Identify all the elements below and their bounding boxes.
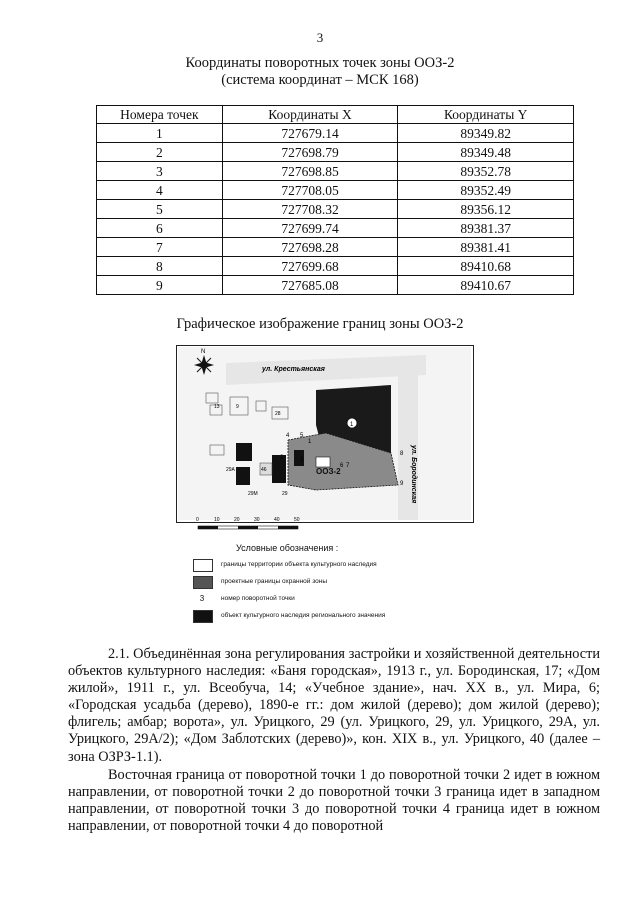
building-label: 13 xyxy=(214,404,220,410)
cell-x: 727698.79 xyxy=(222,143,398,162)
table-row xyxy=(97,143,574,162)
cell-point: 7 xyxy=(97,238,223,257)
cell-point: 2 xyxy=(97,143,223,162)
table-header-row xyxy=(97,106,574,124)
cell-x: 727698.28 xyxy=(222,238,398,257)
street-label-right: ул. Бородинская xyxy=(410,445,417,504)
cell-y: 89349.82 xyxy=(398,124,574,143)
legend-item xyxy=(193,574,453,591)
scale-tick: 10 xyxy=(214,517,220,523)
paragraph: 2.1. Объединённая зона регулирования застройки и хозяйственной деятельности объектов культурного наследия: «Баня городская», 1913 г., ул. Бородинская, 17; «Дом жилой», 1911 г., ул. Всеобуча, 14; «Учебное здание», нач. XX в., ул. Мира, 6; «Городская усадьба (дерево), 1890-е гг.: дом жилой (дерево); дом жилой (дерево); флигель; амбар; ворота», ул. Урицкого, 29 (ул. Урицкого, 29, ул. Урицкого, 29А, ул. Урицкого, 29А/2); «Дом Заблотских (дерево)», кон. XIX в., ул. Урицкого, 40 (далее – зона ОЗРЗ-1.1). xyxy=(68,646,600,765)
legend-item xyxy=(193,608,453,625)
zone-label: ООЗ-2 xyxy=(316,467,341,476)
cell-x: 727708.05 xyxy=(222,181,398,200)
cell-point: 6 xyxy=(97,219,223,238)
cell-y: 89381.41 xyxy=(398,238,574,257)
point-label: 5 xyxy=(300,433,304,439)
point-label: 9 xyxy=(400,481,404,487)
building-label: 28 xyxy=(275,411,281,417)
cell-point: 3 xyxy=(97,162,223,181)
legend-item-label: границы территории объекта культурного наследия xyxy=(221,561,377,568)
zone-map xyxy=(176,345,474,543)
scale-tick: 30 xyxy=(254,517,260,523)
table-row xyxy=(97,219,574,238)
point-label: 7 xyxy=(346,463,350,469)
building-label: 29М xyxy=(248,491,258,497)
table-row xyxy=(97,238,574,257)
table-title: Координаты поворотных точек зоны ООЗ-2 xyxy=(185,55,455,71)
cell-point: 1 xyxy=(97,124,223,143)
scale-tick: 0 xyxy=(196,517,199,523)
cell-x: 727699.74 xyxy=(222,219,398,238)
table-row xyxy=(97,162,574,181)
point-label: 3 xyxy=(300,457,304,463)
cell-y: 89410.68 xyxy=(398,257,574,276)
street-label-top: ул. Крестьянская xyxy=(262,366,325,373)
heritage-object-swatch xyxy=(193,610,213,623)
heritage-object-number: 1 xyxy=(350,422,354,428)
building-label: 29А xyxy=(226,467,235,473)
cell-y: 89381.37 xyxy=(398,219,574,238)
building-label: 46 xyxy=(261,467,267,473)
point-label: 6 xyxy=(340,463,344,469)
legend-title: Условные обозначения : xyxy=(236,543,339,553)
coordinate-system-subtitle: (система координат – МСК 168) xyxy=(221,72,419,88)
header-coordinate-y: Координаты Y xyxy=(398,106,574,124)
paragraph: Восточная граница от поворотной точки 1 до поворотной точки 2 идет в южном направлении, от поворотной точки 2 до поворотной точки 3 граница идет в западном направлении, от поворотной точки 3 до поворотной точки 4 граница идет в южном направлении, от поворотной точки 4 до поворотной xyxy=(68,766,600,834)
point-label: 4 xyxy=(286,433,290,439)
turning-point-swatch xyxy=(193,593,211,604)
table-row xyxy=(97,200,574,219)
protection-zone-swatch xyxy=(193,576,213,589)
table-row xyxy=(97,257,574,276)
cell-point: 5 xyxy=(97,200,223,219)
legend-item xyxy=(193,591,453,608)
cell-y: 89356.12 xyxy=(398,200,574,219)
header-point-number: Номера точек xyxy=(97,106,223,124)
cell-point: 9 xyxy=(97,276,223,295)
cell-point: 4 xyxy=(97,181,223,200)
compass-letter: N xyxy=(201,349,206,355)
cell-x: 727679.14 xyxy=(222,124,398,143)
scale-tick: 40 xyxy=(274,517,280,523)
table-row xyxy=(97,276,574,295)
body-text xyxy=(68,646,600,835)
cell-y: 89410.67 xyxy=(398,276,574,295)
scale-tick: 20 xyxy=(234,517,240,523)
heritage-boundary-swatch xyxy=(193,559,213,572)
point-label: 8 xyxy=(400,451,404,457)
cell-x: 727685.08 xyxy=(222,276,398,295)
cell-x: 727698.85 xyxy=(222,162,398,181)
legend-item-label: объект культурного наследия регионального значения xyxy=(221,612,386,619)
point-label: 1 xyxy=(308,439,312,445)
legend-item-label: проектные границы охранной зоны xyxy=(221,578,327,585)
cell-point: 8 xyxy=(97,257,223,276)
scale-tick: 50 xyxy=(294,517,300,523)
cell-y: 89349.48 xyxy=(398,143,574,162)
cell-x: 727708.32 xyxy=(222,200,398,219)
turning-point-sample: 3 xyxy=(199,594,205,603)
point-label: 2 xyxy=(280,455,284,461)
cell-x: 727699.68 xyxy=(222,257,398,276)
table-row xyxy=(97,181,574,200)
building-label: 9 xyxy=(236,404,239,410)
cell-y: 89352.49 xyxy=(398,181,574,200)
coordinates-table xyxy=(96,105,574,295)
page-number: 3 xyxy=(316,30,324,45)
cell-y: 89352.78 xyxy=(398,162,574,181)
graphic-title: Графическое изображение границ зоны ООЗ-2 xyxy=(176,316,464,332)
building-label: 29 xyxy=(282,491,288,497)
legend-item-label: номер поворотной точки xyxy=(221,595,295,602)
table-row xyxy=(97,124,574,143)
legend-item xyxy=(193,557,453,574)
map-legend xyxy=(193,557,453,625)
header-coordinate-x: Координаты X xyxy=(222,106,398,124)
